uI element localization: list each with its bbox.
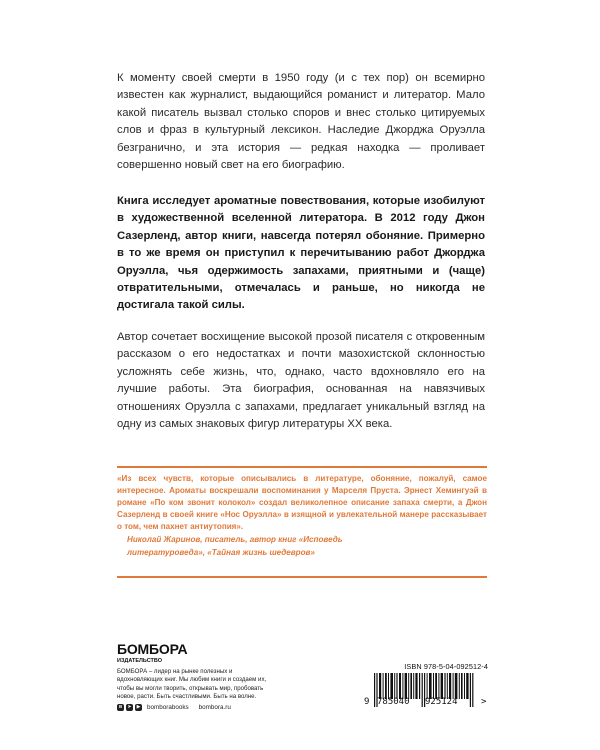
description-paragraph-1: К моменту своей смерти в 1950 году (и с тех пор) он всемирно известен как журналист, выдающийся романист и литератор. Мало какой писатель вызвал столько споров и внес столько цитируемых слов и фраз в культурный лексикон. Наследие Джорджа Оруэлла безгранично, и эта история — редкая находка — проливает совершенно новый свет на его биографию. xyxy=(117,72,485,172)
review-attribution xyxy=(127,534,487,559)
social-links xyxy=(117,704,231,711)
review-quote: «Из всех чувств, которые описывались в литературе, обоняние, пожалуй, самое интересное. Ароматы воскрешали воспоминания у Марселя Пруста. Эрнест Хемингуэй в романе «По ком звонит колокол» создал великолепное описание запаха смерти, а Джон Сазерленд в своей книге «Нос Оруэлла» в изящной и увлекательной манере рассказывает о том, чем пахнет антиутопия». xyxy=(117,474,487,531)
barcode-digit-lead: 9 xyxy=(364,697,370,707)
vk-icon[interactable]: в xyxy=(118,704,123,710)
publisher-logo-subtitle: ИЗДАТЕЛЬСТВО xyxy=(117,658,163,664)
attribution-line-1: Николай Жаринов, писатель, автор книг «Исповедь xyxy=(127,535,343,544)
barcode-digits-group2: 925124 xyxy=(425,697,458,707)
description-paragraph-2-bold: Книга исследует ароматные повествования, которые изобилуют в художественной вселенной литератора. В 2012 году Джон Сазерленд, автор книги, навсегда потерял обоняние. Примерно в то же время он приступил к перечитыванию работ Джорджа Оруэлла, чья одержимость запахами, приятными и (чаще) отвратительными, отмечалась и раньше, но никогда не достигала такой силы. xyxy=(117,195,485,312)
publisher-website[interactable]: bombora.ru xyxy=(198,704,231,711)
description-paragraph-3: Автор сочетает восхищение высокой прозой писателя с откровенным рассказом о его недостатках и почти мазохистской склонностью усложнять себе жизнь, что, однако, часто вдохновляло его на лучшие работы. Эта биография, основанная на навязчивых отношениях Оруэлла с запахами, предлагает уникальный взгляд на одну из самых знаковых фигур литературы XX века. xyxy=(117,331,485,431)
barcode-digit-tail: > xyxy=(481,697,487,707)
barcode xyxy=(364,673,488,713)
publisher-description: БОМБОРА – лидер на рынке полезных и вдохновляющих книг. Мы любим книги и создаем их, чтобы вы могли творить, открывать мир, пробовать новое, расти. Быть счастливыми. Быть на волне. xyxy=(117,668,267,700)
social-handle[interactable]: bomborabooks xyxy=(147,704,189,711)
isbn-label: ISBN 978-5-04-092512-4 xyxy=(404,662,488,671)
quote-top-divider xyxy=(117,466,487,468)
telegram-icon[interactable]: ➤ xyxy=(127,704,132,710)
youtube-icon[interactable]: ▶ xyxy=(136,704,141,710)
attribution-line-2: литературоведа», «Тайная жизнь шедевров» xyxy=(127,547,315,557)
barcode-digits-group1: 785040 xyxy=(377,697,410,707)
quote-bottom-divider xyxy=(117,576,487,578)
publisher-logo: БОМБОРА xyxy=(117,641,188,657)
